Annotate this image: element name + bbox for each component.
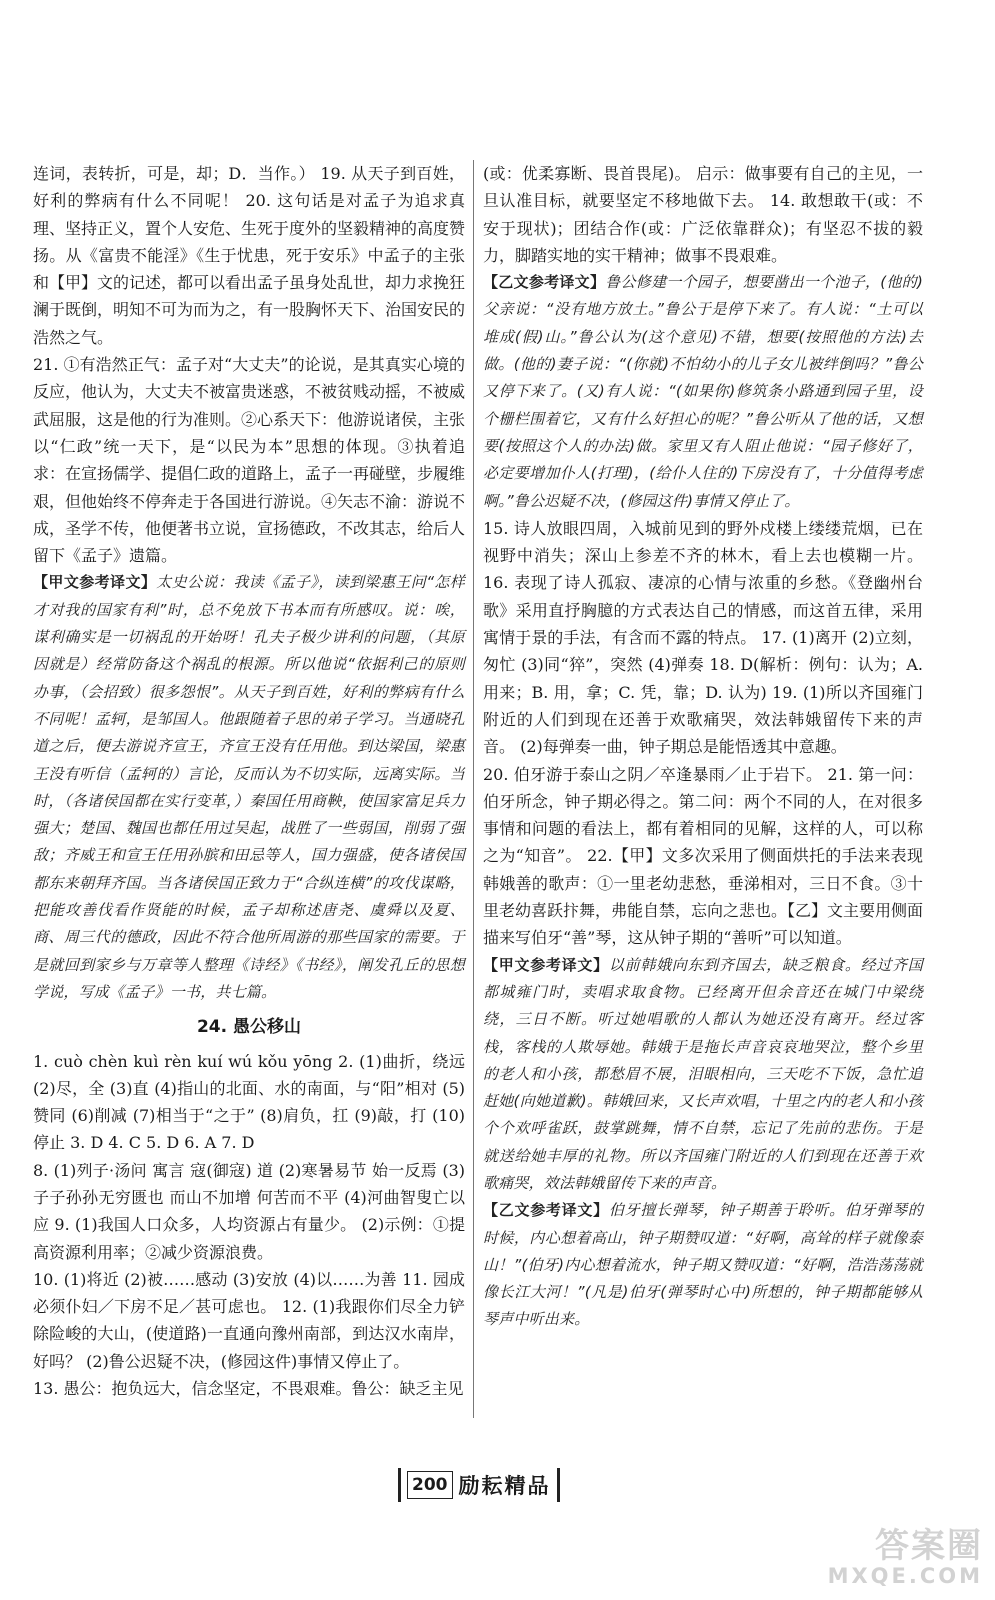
answer-paragraph: 10. (1)将近 (2)被……感动 (3)安放 (4)以……为善 11. 园成必须仆妇／下房不足／甚可虑也。 12. (1)我跟你们尽全力铲除险峻的大山，(使道路)一直通向豫州南部，到达汉水南岸，好吗？ (2)鲁公迟疑不决，(修园这件)事情又停止了。 bbox=[33, 1269, 465, 1371]
translation-label: 【甲文参考译文】 bbox=[33, 573, 157, 592]
translation-paragraph bbox=[483, 269, 923, 515]
footer-bar-right bbox=[557, 1468, 560, 1502]
column-divider bbox=[473, 160, 474, 1418]
watermark-text: 答案圈 bbox=[875, 1526, 983, 1566]
answer-paragraph: 15. 诗人放眼四周，入城前见到的野外戍楼上缕缕荒烟，已在视野中消失；深山上参差不齐的林木，看上去也模糊一片。 16. 表现了诗人孤寂、凄凉的心情与浓重的乡愁。《登幽州台歌》采用直抒胸臆的方式表达自己的情感，而这首五律，采用寓情于景的手法，有含而不露的特点。 17. (1)离开 (2)立刻，匆忙 (3)同“猝”，突然 (4)弹奏 18. D(解析：例句：认为；A. 用来；B. 用，拿；C. 凭，靠；D. 认为) 19. (1)所以齐国雍门附近的人们到现在还善于欢歌痛哭，效法韩娥留传下来的声音。 (2)每弹奏一曲，钟子期总是能悟透其中意趣。 bbox=[483, 518, 923, 757]
translation-text: 鲁公修建一个园子，想要凿出一个池子，(他的)父亲说：“没有地方放土。”鲁公于是停下来了。有人说：“土可以堆成(假)山。”鲁公认为(这个意见)不错，想要(按照他的方法)去做。(他的)妻子说：“(你就)不怕幼小的儿子女儿被绊倒吗？”鲁公又停下来了。(又)有人说：“(如果你)修筑条小路通到园子里，设个栅栏围着它，又有什么好担心的呢？”鲁公听从了他的话，又想要(按照这个人的办法)做。家里又有人阻止他说：“园子修好了，必定要增加仆人(打理)，(给仆人住的)下房没有了，十分值得考虑啊。”鲁公迟疑不决，(修园这件)事情又停止了。 bbox=[483, 273, 923, 510]
translation-label: 【甲文参考译文】 bbox=[483, 955, 609, 974]
translation-label: 【乙文参考译文】 bbox=[483, 1201, 609, 1220]
left-column bbox=[33, 160, 465, 1402]
right-column bbox=[483, 160, 923, 1334]
translation-paragraph bbox=[483, 952, 923, 1198]
answer-paragraph: 13. 愚公：抱负远大，信念坚定，不畏艰难。鲁公：缺乏主见 bbox=[33, 1379, 464, 1399]
answer-paragraph: 连词，表转折，可是，却；D．当作。） 19. 从天子到百姓，好利的弊病有什么不同呢！ 20. 这句话是对孟子为追求真理、坚持正义，置个人安危、生死于度外的坚毅精神的高度赞扬。从《富贵不能淫》《生于忧患，死于安乐》中孟子的主张和【甲】文的记述，都可以看出孟子虽身处乱世，却力求挽狂澜于既倒，明知不可为而为之，有一股胸怀天下、治国安民的浩然之气。 bbox=[33, 164, 466, 347]
answer-paragraph: 8. (1)列子·汤问 寓言 寇(御寇) 道 (2)寒暑易节 始一反焉 (3)子子孙孙无穷匮也 而山不加增 何苦而不平 (4)河曲智叟亡以应 9. (1)我国人口众多，人均资源占有量少。 (2)示例：①提高资源利用率；②减少资源浪费。 bbox=[33, 1160, 465, 1262]
watermark-url: MXQE.COM bbox=[827, 1564, 983, 1588]
watermark-logo bbox=[783, 1528, 983, 1594]
answer-paragraph: (或：优柔寡断、畏首畏尾)。 启示：做事要有自己的主见，一旦认准目标，就要坚定不移地做下去。 14. 敢想敢干(或：不安于现状)；团结合作(或：广泛依靠群众)；有坚忍不拔的毅力，脚踏实地的实干精神；做事不畏艰难。 bbox=[483, 164, 923, 265]
translation-paragraph bbox=[33, 569, 465, 1006]
page-number: 200 bbox=[407, 1471, 453, 1499]
answer-paragraph: 1. cuò chèn kuì rèn kuí wú kǒu yōng 2. (1)曲折，绕远 (2)尽，全 (3)直 (4)指山的北面、水的南面，与“阳”相对 (5)赞同 (6)削减 (7)相当于“之于” (8)肩负，扛 (9)敲，打 (10)停止 3. D 4. C 5. D 6. A 7. D bbox=[33, 1051, 465, 1153]
translation-label: 【乙文参考译文】 bbox=[483, 273, 606, 292]
translation-paragraph bbox=[483, 1197, 923, 1333]
page-footer bbox=[398, 1467, 560, 1503]
translation-text: 伯牙擅长弹琴，钟子期善于聆听。伯牙弹琴的时候，内心想着高山，钟子期赞叹道：“好啊，高耸的样子就像泰山！”(伯牙)内心想着流水，钟子期又赞叹道：“好啊，浩浩荡荡就像长江大河！”(凡是)伯牙(弹琴时心中)所想的，钟子期都能够从琴声中听出来。 bbox=[483, 1201, 923, 1329]
translation-text: 太史公说：我读《孟子》，读到梁惠王问“怎样才对我的国家有利”时，总不免放下书本而有所感叹。说：唉，谋利确实是一切祸乱的开始呀！孔夫子极少讲利的问题，（其原因就是）经常防备这个祸乱的根源。所以他说“依据利己的原则办事，（会招致）很多怨恨”。从天子到百姓，好利的弊病有什么不同呢！孟轲，是邹国人。他跟随着子思的弟子学习。当通晓孔道之后，便去游说齐宣王，齐宣王没有任用他。到达梁国，梁惠王没有听信（孟轲的）言论，反而认为不切实际，远离实际。当时，（各诸侯国都在实行变革，）秦国任用商鞅，使国家富足兵力强大；楚国、魏国也都任用过吴起，战胜了一些弱国，削弱了强敌；齐威王和宣王任用孙膑和田忌等人，国力强盛，使各诸侯国都东来朝拜齐国。当各诸侯国正致力于“合纵连横”的攻伐谋略，把能攻善伐看作贤能的时候，孟子却称述唐尧、虞舜以及夏、商、周三代的德政，因此不符合他所周游的那些国家的需要。于是就回到家乡与万章等人整理《诗经》《书经》，阐发孔丘的思想学说，写成《孟子》一书，共七篇。 bbox=[33, 573, 465, 1001]
section-heading: 24. 愚公移山 bbox=[196, 1017, 302, 1038]
translation-text: 以前韩娥向东到齐国去，缺乏粮食。经过齐国都城雍门时，卖唱求取食物。已经离开但余音还在城门中梁绕绕，三日不断。听过她唱歌的人都认为她还没有离开。经过客栈，客栈的人欺辱她。韩娥于是拖长声音哀哀地哭泣，整个乡里的老人和小孩，都愁眉不展，泪眼相向，三天吃不下饭，急忙追赶她(向她道歉)。韩娥回来，又长声欢唱，十里之内的老人和小孩个个欢呼雀跃，鼓掌跳舞，情不自禁，忘记了先前的悲伤。于是就送给她丰厚的礼物。所以齐国雍门附近的人们到现在还善于欢歌痛哭，效法韩娥留传下来的声音。 bbox=[483, 955, 923, 1192]
answer-paragraph: 20. 伯牙游于泰山之阴／卒逢暴雨／止于岩下。 21. 第一问：伯牙所念，钟子期必得之。第二问：两个不同的人，在对很多事情和问题的看法上，都有着相同的见解，这样的人，可以称之为“知音”。 22.【甲】文多次采用了侧面烘托的手法来表现韩娥善的歌声：①一里老幼悲愁，垂涕相对，三日不食。③十里老幼喜跃抃舞，弗能自禁，忘向之悲也。【乙】文主要用侧面描来写伯牙“善”琴，这从钟子期的“善听”可以知道。 bbox=[483, 764, 924, 948]
answer-paragraph: 21. ①有浩然正气：孟子对“大丈夫”的论说，是其真实心境的反应，他认为，大丈夫不被富贵迷惑，不被贫贱动摇，不被威武屈服，这是他的行为准则。②心系天下：他游说诸侯，主张以“仁政”统一天下，是“以民为本”思想的体现。③执着追求：在宣扬儒学、提倡仁政的道路上，孟子一再碰壁，步履维艰，但他始终不停奔走于各国进行游说。④矢志不渝：游说不成，圣学不传，他便著书立说，宣扬德政，不改其志，给后人留下《孟子》遗篇。 bbox=[33, 355, 466, 566]
footer-bar-left bbox=[398, 1468, 401, 1502]
brand-logo: 励耘精品 bbox=[458, 1474, 551, 1498]
